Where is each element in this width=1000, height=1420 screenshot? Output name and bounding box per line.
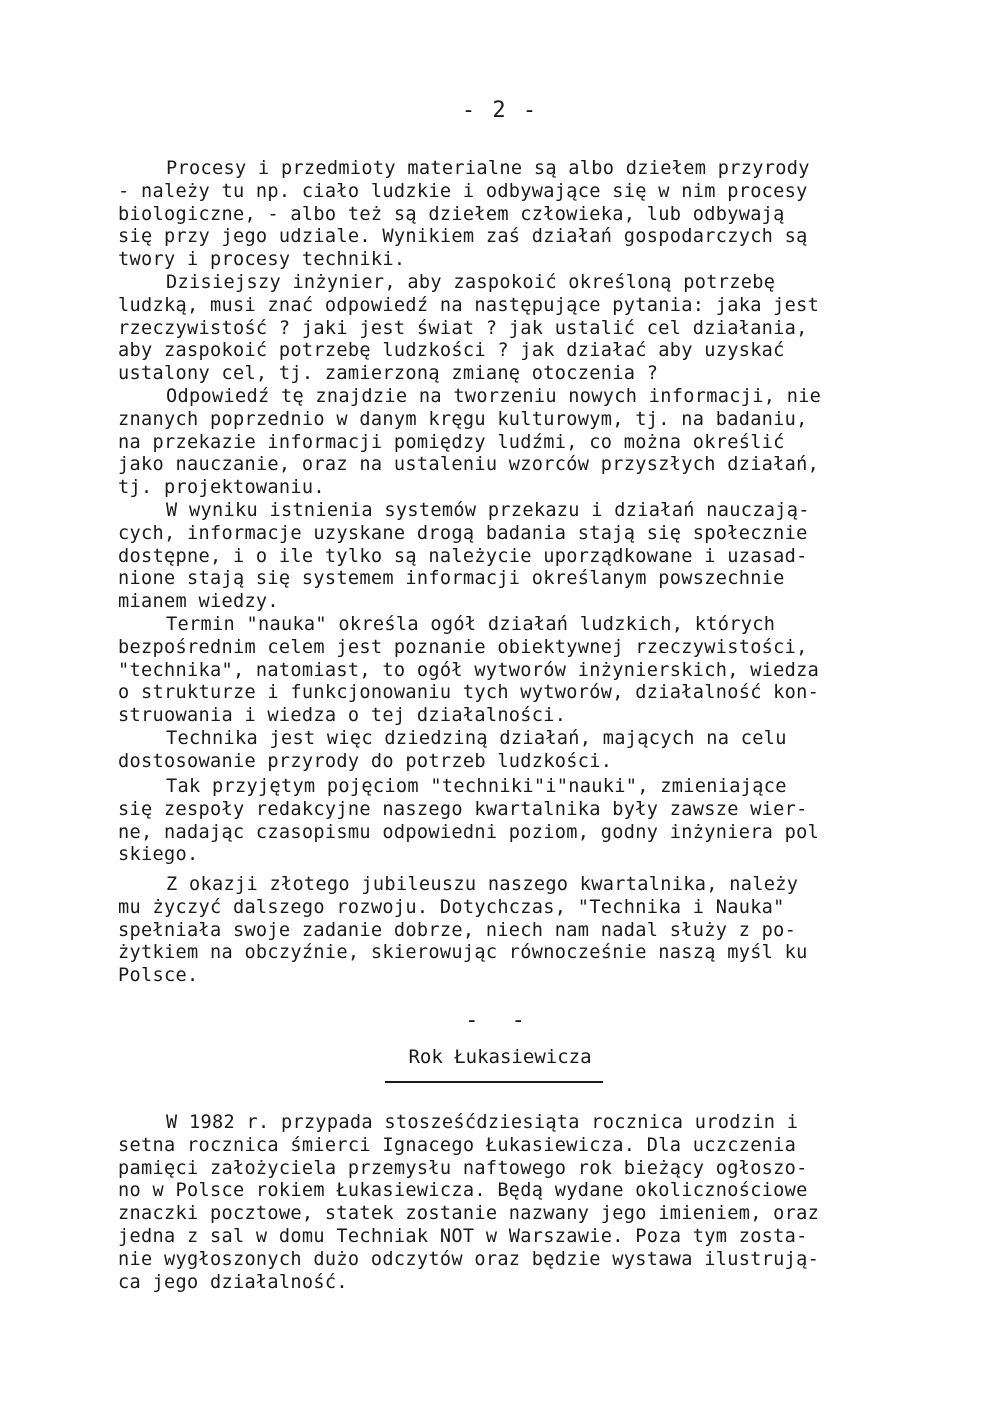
text-line: Technika jest więc dziedziną działań, mających na celu — [166, 728, 787, 749]
text-line: jedna z sal w domu Techniak NOT w Warszawie. Poza tym zosta- — [118, 1225, 808, 1247]
text-line: dostosowanie przyrody do potrzeb ludzkości. — [118, 750, 613, 772]
text-line: aby zaspokoić potrzebę ludzkości ? jak działać aby uzyskać — [118, 340, 785, 362]
text-line: Z okazji złotego jubileuszu naszego kwartalnika, należy — [166, 874, 799, 895]
text-line: na przekazie informacji pomiędzy ludźmi, co można określić — [118, 431, 785, 453]
text-line: biologiczne, - albo też są dziełem człowieka, lub odbywają — [118, 203, 785, 225]
paragraph-7 — [118, 776, 898, 867]
text-line: Tak przyjętym pojęciom "techniki"i"nauki", zmieniające — [166, 776, 787, 797]
text-line: żytkiem na obczyźnie, skierowując równocześnie naszą myśl ku — [118, 942, 808, 964]
section-separator: - - — [465, 1008, 535, 1033]
text-line: Odpowiedź tę znajdzie na tworzeniu nowych informacji, nie — [166, 386, 822, 407]
page-number: - 2 - — [461, 98, 539, 123]
text-line: nione stają się systemem informacji określanym powszechnie — [118, 568, 785, 590]
text-line: bezpośrednim celem jest poznanie obiektywnej rzeczywistości, — [118, 636, 808, 658]
text-line: znanych poprzednio w danym kręgu kulturowym, tj. na badaniu, — [118, 408, 808, 430]
text-line: setna rocznica śmierci Ignacego Łukasiewicza. Dla uczczenia — [118, 1134, 797, 1156]
text-line: cych, informacje uzyskane drogą badania stają się społecznie — [118, 522, 808, 544]
paragraph-5 — [118, 614, 898, 728]
text-line: pamięci założyciela przemysłu naftowego rok bieżący ogłoszo- — [118, 1157, 808, 1179]
paragraph-8 — [118, 874, 898, 988]
text-line: ludzką, musi znać odpowiedź na następujące pytania: jaka jest — [118, 294, 820, 316]
text-line: o strukturze i funkcjonowaniu tych wytworów, działalność kon- — [118, 682, 820, 704]
text-line: jako nauczanie, oraz na ustaleniu wzorców przyszłych działań, — [118, 454, 820, 476]
heading-underline — [385, 1081, 603, 1083]
text-line: spełniała swoje zadanie dobrze, niech nam nadal służy z po- — [118, 919, 797, 941]
text-line: mianem wiedzy. — [118, 591, 279, 613]
text-line: nie wygłoszonych dużo odczytów oraz będzie wystawa ilustrują- — [118, 1248, 820, 1270]
text-line: - należy tu np. ciało ludzkie i odbywające się w nim procesy — [118, 180, 808, 202]
text-line: W wyniku istnienia systemów przekazu i działań nauczają- — [166, 500, 810, 521]
text-line: twory i procesy techniki. — [118, 249, 406, 271]
text-line: Termin "nauka" określa ogół działań ludzkich, których — [166, 614, 776, 635]
text-line: rzeczywistość ? jaki jest świat ? jak ustalić cel działania, — [118, 317, 808, 339]
text-line: znaczki pocztowe, statek zostanie nazwany jego imieniem, oraz — [118, 1203, 820, 1225]
text-line: Procesy i przedmioty materialne są albo dziełem przyrody — [166, 158, 810, 179]
text-line: skiego. — [118, 844, 199, 866]
paragraph-6 — [118, 728, 898, 774]
text-line: W 1982 r. przypada stosześćdziesiąta rocznica urodzin i — [166, 1112, 799, 1133]
text-line: ca jego działalność. — [118, 1271, 348, 1293]
text-line: ustalony cel, tj. zamierzoną zmianę otoczenia ? — [118, 363, 659, 385]
text-line: tj. projektowaniu. — [118, 477, 325, 499]
text-line: no w Polsce rokiem Łukasiewicza. Będą wydane okolicznościowe — [118, 1180, 808, 1202]
text-line: struowania i wiedza o tej działalności. — [118, 705, 567, 727]
text-line: dostępne, i o ile tylko są należycie uporządkowane i uzasad- — [118, 545, 808, 567]
paragraph-2 — [118, 272, 898, 386]
paragraph-1 — [118, 158, 898, 272]
text-line: Polsce. — [118, 965, 199, 987]
paragraph-4 — [118, 500, 898, 614]
section-heading: Rok Łukasiewicza — [408, 1046, 592, 1068]
text-line: się przy jego udziale. Wynikiem zaś działań gospodarczych są — [118, 226, 808, 248]
text-line: Dzisiejszy inżynier, aby zaspokoić określoną potrzebę — [166, 272, 776, 293]
text-line: mu życzyć dalszego rozwoju. Dotychczas, "Technika i Nauka" — [118, 896, 785, 918]
section-paragraph — [118, 1112, 898, 1294]
text-line: "technika", natomiast, to ogół wytworów inżynierskich, wiedza — [118, 659, 820, 681]
paragraph-3 — [118, 386, 898, 500]
text-line: się zespoły redakcyjne naszego kwartalnika były zawsze wier- — [118, 798, 808, 820]
text-line: ne, nadając czasopismu odpowiedni poziom, godny inżyniera pol — [118, 821, 820, 843]
